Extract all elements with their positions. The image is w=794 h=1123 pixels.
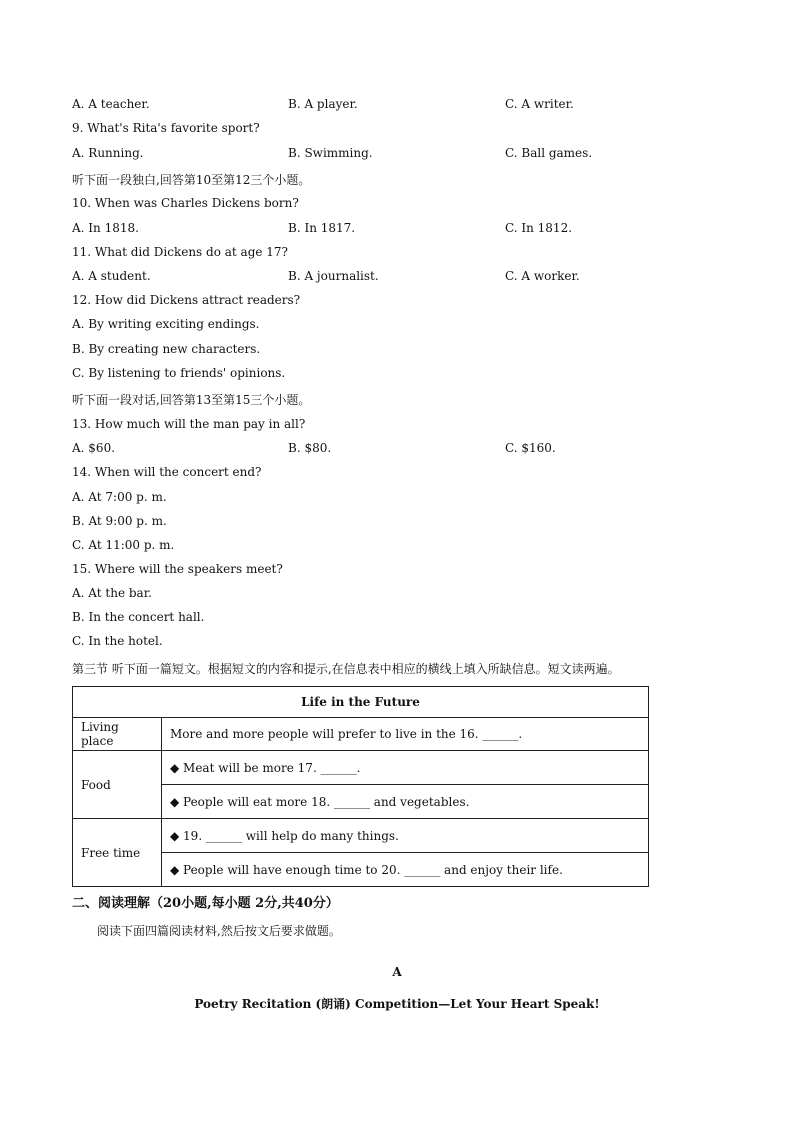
q12-option-b: B. By creating new characters. [72,342,261,356]
q11-option-a: A. A student. [72,269,151,283]
living-place-label: Living place [73,718,162,751]
q8-option-c: C. A writer. [505,97,574,111]
table-title: Life in the Future [73,687,649,718]
q12-question: 12. How did Dickens attract readers? [72,293,301,307]
food-item-1: ◆ Meat will be more 17. ______. [162,751,649,785]
q11-option-b: B. A journalist. [288,269,379,283]
part2-heading: 二、阅读理解（20小题,每小题 2分,共40分） [72,896,339,911]
living-place-text: More and more people will prefer to live in the 16. ______. [162,718,649,751]
q13-option-a: A. $60. [72,441,116,455]
q11-question: 11. What did Dickens do at age 17? [72,245,288,259]
q13-question: 13. How much will the man pay in all? [72,417,306,431]
q15-option-c: C. In the hotel. [72,634,163,648]
q9-option-b: B. Swimming. [288,146,373,160]
instruction-10-12: 听下面一段独白,回答第10至第12三个小题。 [72,173,311,187]
free-time-item-1: ◆ 19. ______ will help do many things. [162,819,649,853]
q10-option-a: A. In 1818. [72,221,139,235]
q15-question: 15. Where will the speakers meet? [72,562,283,576]
q14-option-c: C. At 11:00 p. m. [72,538,175,552]
q9-option-c: C. Ball games. [505,146,593,160]
q13-option-c: C. $160. [505,441,556,455]
section3-instruction: 第三节 听下面一篇短文。根据短文的内容和提示,在信息表中相应的横线上填入所缺信息。短文读两遍。 [72,662,620,676]
q12-option-a: A. By writing exciting endings. [72,317,260,331]
q10-option-b: B. In 1817. [288,221,356,235]
q15-option-a: A. At the bar. [72,586,152,600]
q10-question: 10. When was Charles Dickens born? [72,196,299,210]
instruction-13-15: 听下面一段对话,回答第13至第15三个小题。 [72,393,311,407]
passage-title: Poetry Recitation (朗诵) Competition—Let Your Heart Speak! [194,997,600,1011]
free-time-item-2: ◆ People will have enough time to 20. ______ and enjoy their life. [162,853,649,887]
q14-option-a: A. At 7:00 p. m. [72,490,167,504]
q8-option-a: A. A teacher. [72,97,150,111]
q12-option-c: C. By listening to friends' opinions. [72,366,286,380]
q9-question: 9. What's Rita's favorite sport? [72,121,260,135]
q15-option-b: B. In the concert hall. [72,610,205,624]
food-label: Food [73,751,162,819]
q14-option-b: B. At 9:00 p. m. [72,514,167,528]
part2-instruction: 阅读下面四篇阅读材料,然后按文后要求做题。 [97,924,341,938]
q10-option-c: C. In 1812. [505,221,573,235]
q8-option-b: B. A player. [288,97,358,111]
q11-option-c: C. A worker. [505,269,580,283]
free-time-label: Free time [73,819,162,887]
q13-option-b: B. $80. [288,441,332,455]
passage-letter: A [392,965,402,979]
food-item-2: ◆ People will eat more 18. ______ and vegetables. [162,785,649,819]
info-table [72,686,649,887]
q14-question: 14. When will the concert end? [72,465,262,479]
q9-option-a: A. Running. [72,146,144,160]
